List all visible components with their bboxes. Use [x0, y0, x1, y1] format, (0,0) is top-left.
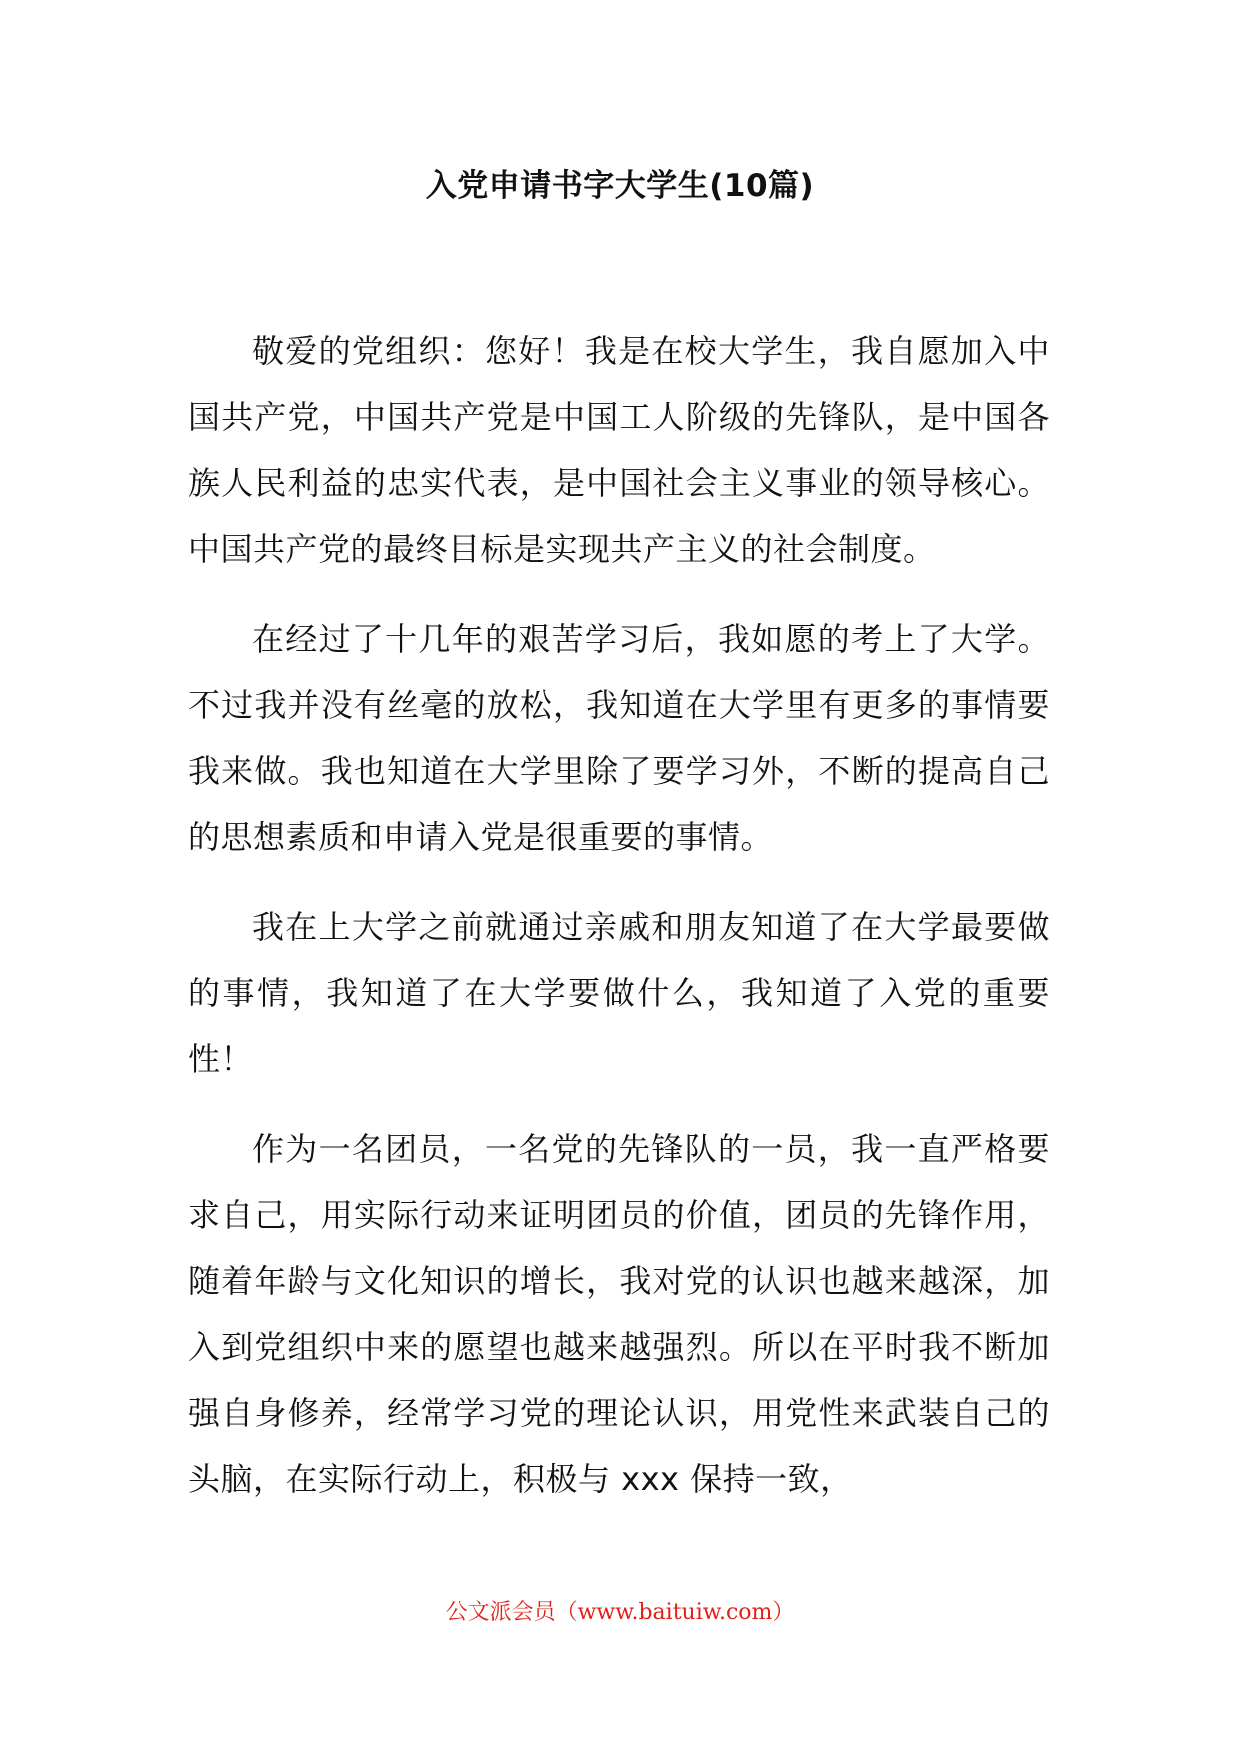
paragraph-3: 我在上大学之前就通过亲戚和朋友知道了在大学最要做的事情，我知道了在大学要做什么，我知道了入党的重要性！ — [188, 908, 1050, 1078]
paragraph-2: 在经过了十几年的艰苦学习后，我如愿的考上了大学。不过我并没有丝毫的放松，我知道在大学里有更多的事情要我来做。我也知道在大学里除了要学习外，不断的提高自己的思想素质和申请入党是很重要的事情。 — [188, 620, 1050, 856]
paragraph-4: 作为一名团员，一名党的先锋队的一员，我一直严格要求自己，用实际行动来证明团员的价值，团员的先锋作用，随着年龄与文化知识的增长，我对党的认识也越来越深，加入到党组织中来的愿望也越来越强烈。所以在平时我不断加强自身修养，经常学习党的理论认识，用党性来武装自己的头脑，在实际行动上，积极与 xxx 保持一致， — [188, 1130, 1050, 1498]
document-title: 入党申请书字大学生(10篇) — [425, 168, 815, 204]
document-body — [188, 318, 1050, 1536]
footer-watermark: 公文派会员（www.baituiw.com） — [445, 1600, 795, 1625]
paragraph-1: 敬爱的党组织：您好！我是在校大学生，我自愿加入中国共产党，中国共产党是中国工人阶级的先锋队，是中国各族人民利益的忠实代表，是中国社会主义事业的领导核心。中国共产党的最终目标是实现共产主义的社会制度。 — [188, 332, 1050, 568]
